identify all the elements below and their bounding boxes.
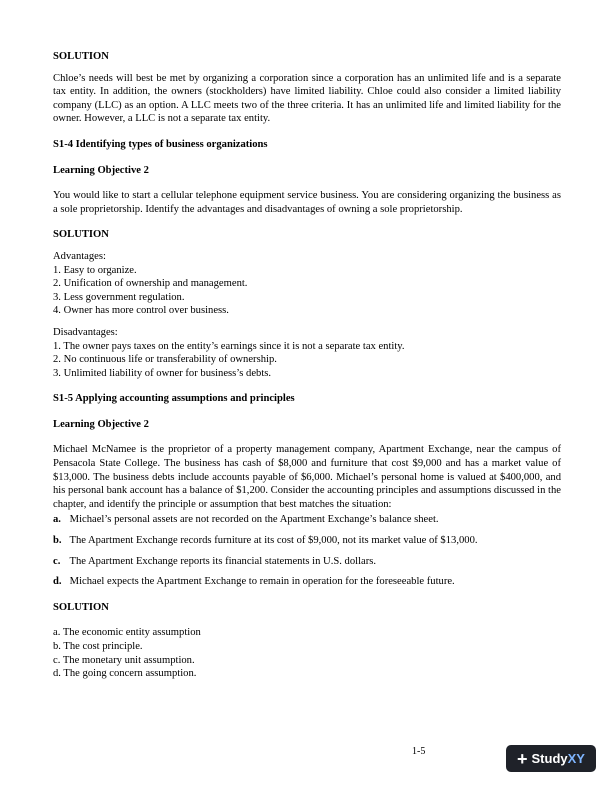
exercise-title-s1-4: S1-4 Identifying types of business organizations — [53, 138, 268, 150]
solution-heading: SOLUTION — [53, 601, 109, 613]
list-item: c. The monetary unit assumption. — [53, 654, 195, 666]
brand-study-text: Study — [531, 751, 568, 766]
question-list — [53, 513, 561, 588]
list-item: 2. Unification of ownership and management. — [53, 278, 248, 290]
plus-icon: + — [517, 748, 528, 769]
exercise-prompt: Michael McNamee is the proprietor of a property management company, Apartment Exchange, near the campus of Pensacola State College. The business has cash of $8,000 and furniture that cost $9,000 and has a market value of $13,000. The business debts include accounts payable of $6,000. Michael’s personal home is valued at $400,000, and his personal bank account has a balance of $1,200. Consider the accounting principles and assumptions discussed in the chapter, and identify the principle or assumption that best matches the situation: — [53, 444, 561, 510]
advantages-label: Advantages: — [53, 250, 106, 262]
learning-objective: Learning Objective 2 — [53, 418, 149, 430]
list-item: c. The Apartment Exchange reports its financial statements in U.S. dollars. — [53, 555, 377, 567]
exercise-prompt: You would like to start a cellular telephone equipment service business. You are considering organizing the business as a sole proprietorship. Identify the advantages and disadvantages of owning a sole proprietorship. — [53, 190, 561, 215]
brand-xy-text: XY — [567, 751, 585, 766]
list-item: 3. Unlimited liability of owner for business’s debts. — [53, 367, 272, 379]
page-number: 1-5 — [412, 746, 426, 757]
list-item: 1. Easy to organize. — [53, 264, 137, 276]
solution-paragraph: Chloe’s needs will best be met by organizing a corporation since a corporation has an unlimited life and is a separate tax entity. In addition, the owners (stockholders) have limited liability. Chloe could also consider a limited liability company (LLC) as an option. A LLC meets two of the three criteria. It has an unlimited life and limited liability for the owner. However, a LLC is not a separate tax entity. — [53, 72, 561, 125]
list-item: 2. No continuous life or transferability of ownership. — [53, 354, 277, 366]
solution-heading: SOLUTION — [53, 51, 109, 62]
list-item: b. The Apartment Exchange records furniture at its cost of $9,000, not its market value of $13,000. — [53, 535, 478, 547]
learning-objective: Learning Objective 2 — [53, 164, 149, 176]
list-item: 1. The owner pays taxes on the entity’s earnings since it is not a separate tax entity. — [53, 340, 405, 352]
list-item: 4. Owner has more control over business. — [53, 305, 229, 317]
advantages-list — [53, 264, 561, 318]
exercise-title-s1-5: S1-5 Applying accounting assumptions and principles — [53, 393, 295, 405]
list-item: a. Michael’s personal assets are not recorded on the Apartment Exchange’s balance sheet. — [53, 514, 439, 526]
answers-list — [53, 626, 561, 680]
disadvantages-list — [53, 340, 561, 381]
list-item: b. The cost principle. — [53, 641, 143, 652]
list-item: d. The going concern assumption. — [53, 668, 197, 680]
disadvantages-label: Disadvantages: — [53, 326, 118, 338]
solution-heading: SOLUTION — [53, 229, 109, 241]
document-page — [53, 50, 561, 689]
list-item: d. Michael expects the Apartment Exchange to remain in operation for the foreseeable future. — [53, 576, 455, 588]
list-item: a. The economic entity assumption — [53, 627, 201, 639]
list-item: 3. Less government regulation. — [53, 291, 185, 303]
studyxy-badge[interactable] — [506, 745, 596, 772]
